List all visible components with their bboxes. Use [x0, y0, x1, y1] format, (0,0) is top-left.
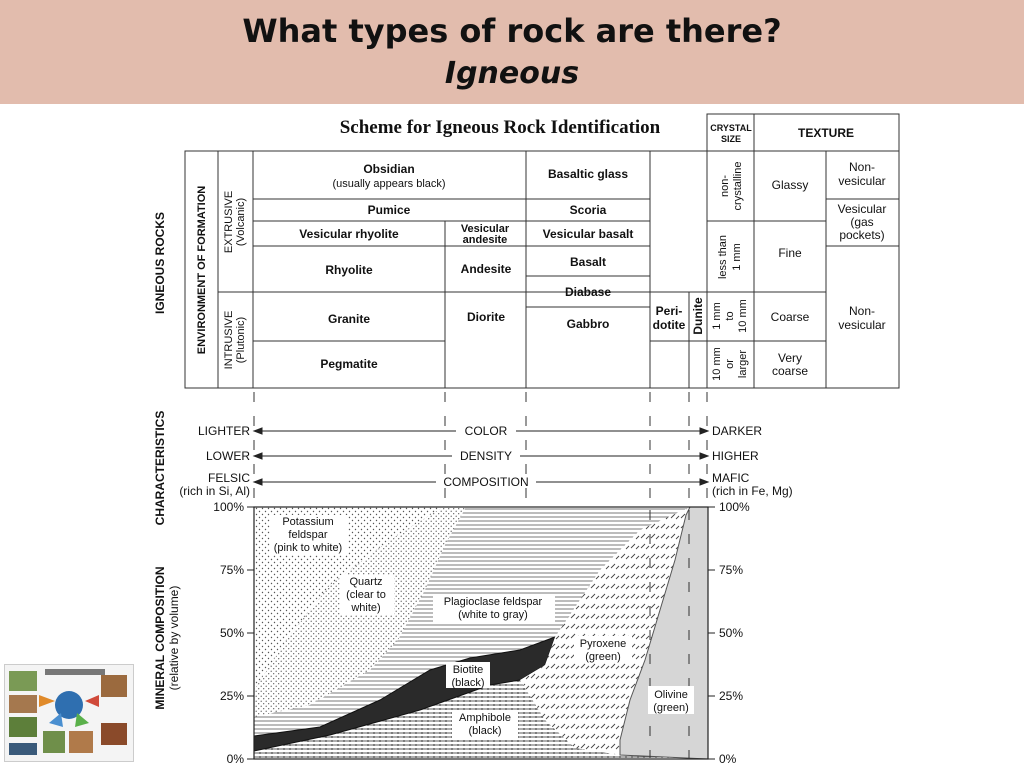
texture-very-coarse-2: coarse — [771, 364, 809, 378]
granite: Granite — [327, 312, 371, 326]
pegmatite: Pegmatite — [320, 357, 378, 371]
slide-subtitle: Igneous — [444, 56, 580, 91]
nonvesicular-bottom-2: vesicular — [838, 318, 886, 332]
composition-right: MAFIC — [712, 471, 750, 485]
size-10plus-1: 10 mm — [711, 347, 723, 381]
vesicular-andesite-1: Vesicular — [460, 223, 510, 235]
texture-very-coarse-1: Very — [777, 351, 803, 365]
scoria: Scoria — [569, 203, 607, 217]
nonvesicular-top-2: vesicular — [838, 174, 886, 188]
texture-fine: Fine — [778, 246, 802, 260]
intrusive-sub: (Plutonic) — [235, 316, 247, 364]
amphibole-label-1: Amphibole — [459, 712, 511, 724]
nonvesicular-bottom-1: Non- — [848, 304, 876, 318]
vesicular-gas-1: Vesicular — [837, 202, 887, 216]
intrusive-label: INTRUSIVE — [223, 310, 235, 370]
tick-left-25: 25% — [219, 689, 244, 703]
color-left: LIGHTER — [197, 424, 250, 438]
pyroxene-label-1: Pyroxene — [579, 638, 627, 650]
pumice: Pumice — [367, 203, 411, 217]
composition-right-sub: (rich in Fe, Mg) — [712, 484, 793, 498]
quartz-label-1: Quartz — [349, 576, 383, 588]
nonvesicular-top-1: Non- — [848, 160, 876, 174]
biotite-label-2: (black) — [451, 677, 485, 689]
vesicular-andesite-2: andesite — [462, 234, 508, 246]
size-noncrystalline-2: crystalline — [732, 161, 744, 211]
composition-center: COMPOSITION — [443, 475, 529, 489]
tick-left-75: 75% — [219, 563, 244, 577]
olivine-label-2: (green) — [653, 702, 689, 714]
size-1to10-3: 10 mm — [737, 299, 749, 333]
tick-right-75: 75% — [719, 563, 744, 577]
characteristics-label: CHARACTERISTICS — [153, 410, 167, 526]
obsidian-note: (usually appears black) — [332, 178, 446, 190]
gabbro: Gabbro — [566, 317, 610, 331]
peridotite-1: Peri- — [655, 304, 683, 318]
crystal-header-1: CRYSTAL — [710, 123, 752, 133]
tick-left-50: 50% — [219, 626, 244, 640]
vesicular-basalt: Vesicular basalt — [542, 227, 634, 241]
tick-left-100: 100% — [213, 500, 244, 514]
basalt: Basalt — [569, 255, 607, 269]
potassium-feldspar-label-1: Potassium — [282, 516, 334, 528]
obsidian: Obsidian — [363, 162, 415, 176]
crystal-header-2: SIZE — [720, 134, 742, 144]
size-10plus-3: larger — [737, 349, 749, 379]
vesicular-gas-3: pockets) — [839, 228, 885, 242]
density-right: HIGHER — [712, 449, 759, 463]
color-right: DARKER — [712, 424, 763, 438]
diabase: Diabase — [564, 285, 612, 299]
quartz-label-3: white) — [351, 602, 381, 614]
potassium-feldspar-label-2: feldspar — [288, 529, 328, 541]
tick-right-25: 25% — [719, 689, 744, 703]
size-lt1mm-1: less than — [717, 234, 729, 280]
size-noncrystalline-1: non- — [719, 174, 731, 198]
tick-right-50: 50% — [719, 626, 744, 640]
quartz-label-2: (clear to — [346, 589, 386, 601]
texture-glassy: Glassy — [771, 178, 809, 192]
composition-left-sub: (rich in Si, Al) — [179, 484, 250, 498]
diorite: Diorite — [466, 310, 506, 324]
rhyolite: Rhyolite — [325, 263, 373, 277]
size-lt1mm-2: 1 mm — [731, 243, 743, 271]
density-center: DENSITY — [459, 449, 513, 463]
slide-title: What types of rock are there? — [242, 12, 782, 50]
plagioclase-label-2: (white to gray) — [458, 609, 528, 621]
peridotite-2: dotite — [652, 318, 686, 332]
vesicular-gas-2: (gas — [850, 215, 874, 229]
amphibole-label-2: (black) — [468, 725, 502, 737]
biotite-label-1: Biotite — [452, 664, 484, 676]
extrusive-label: EXTRUSIVE — [223, 190, 235, 254]
size-1to10-2: to — [724, 311, 736, 321]
thumbnail-image — [4, 664, 134, 762]
tick-left-0: 0% — [226, 752, 244, 766]
pyroxene-label-2: (green) — [585, 651, 621, 663]
dunite: Dunite — [691, 297, 705, 335]
size-1to10-1: 1 mm — [711, 302, 723, 330]
composition-left: FELSIC — [207, 471, 250, 485]
plagioclase-label-1: Plagioclase feldspar — [443, 596, 543, 608]
mineral-composition-sub: (relative by volume) — [167, 585, 181, 691]
mineral-composition-label: MINERAL COMPOSITION — [153, 566, 167, 710]
andesite: Andesite — [460, 262, 512, 276]
olivine-label-1: Olivine — [654, 689, 688, 701]
tick-right-100: 100% — [719, 500, 750, 514]
igneous-rocks-label: IGNEOUS ROCKS — [153, 211, 167, 315]
tick-right-0: 0% — [719, 752, 737, 766]
texture-header: TEXTURE — [797, 126, 855, 140]
potassium-feldspar-label-3: (pink to white) — [273, 542, 343, 554]
environment-label: ENVIRONMENT OF FORMATION — [196, 185, 208, 355]
density-left: LOWER — [205, 449, 250, 463]
basaltic-glass: Basaltic glass — [547, 167, 629, 181]
scheme-title: Scheme for Igneous Rock Identification — [339, 117, 661, 138]
texture-coarse: Coarse — [770, 310, 810, 324]
size-10plus-2: or — [724, 359, 736, 369]
extrusive-sub: (Volcanic) — [235, 197, 247, 247]
vesicular-rhyolite: Vesicular rhyolite — [299, 227, 399, 241]
color-center: COLOR — [464, 424, 508, 438]
